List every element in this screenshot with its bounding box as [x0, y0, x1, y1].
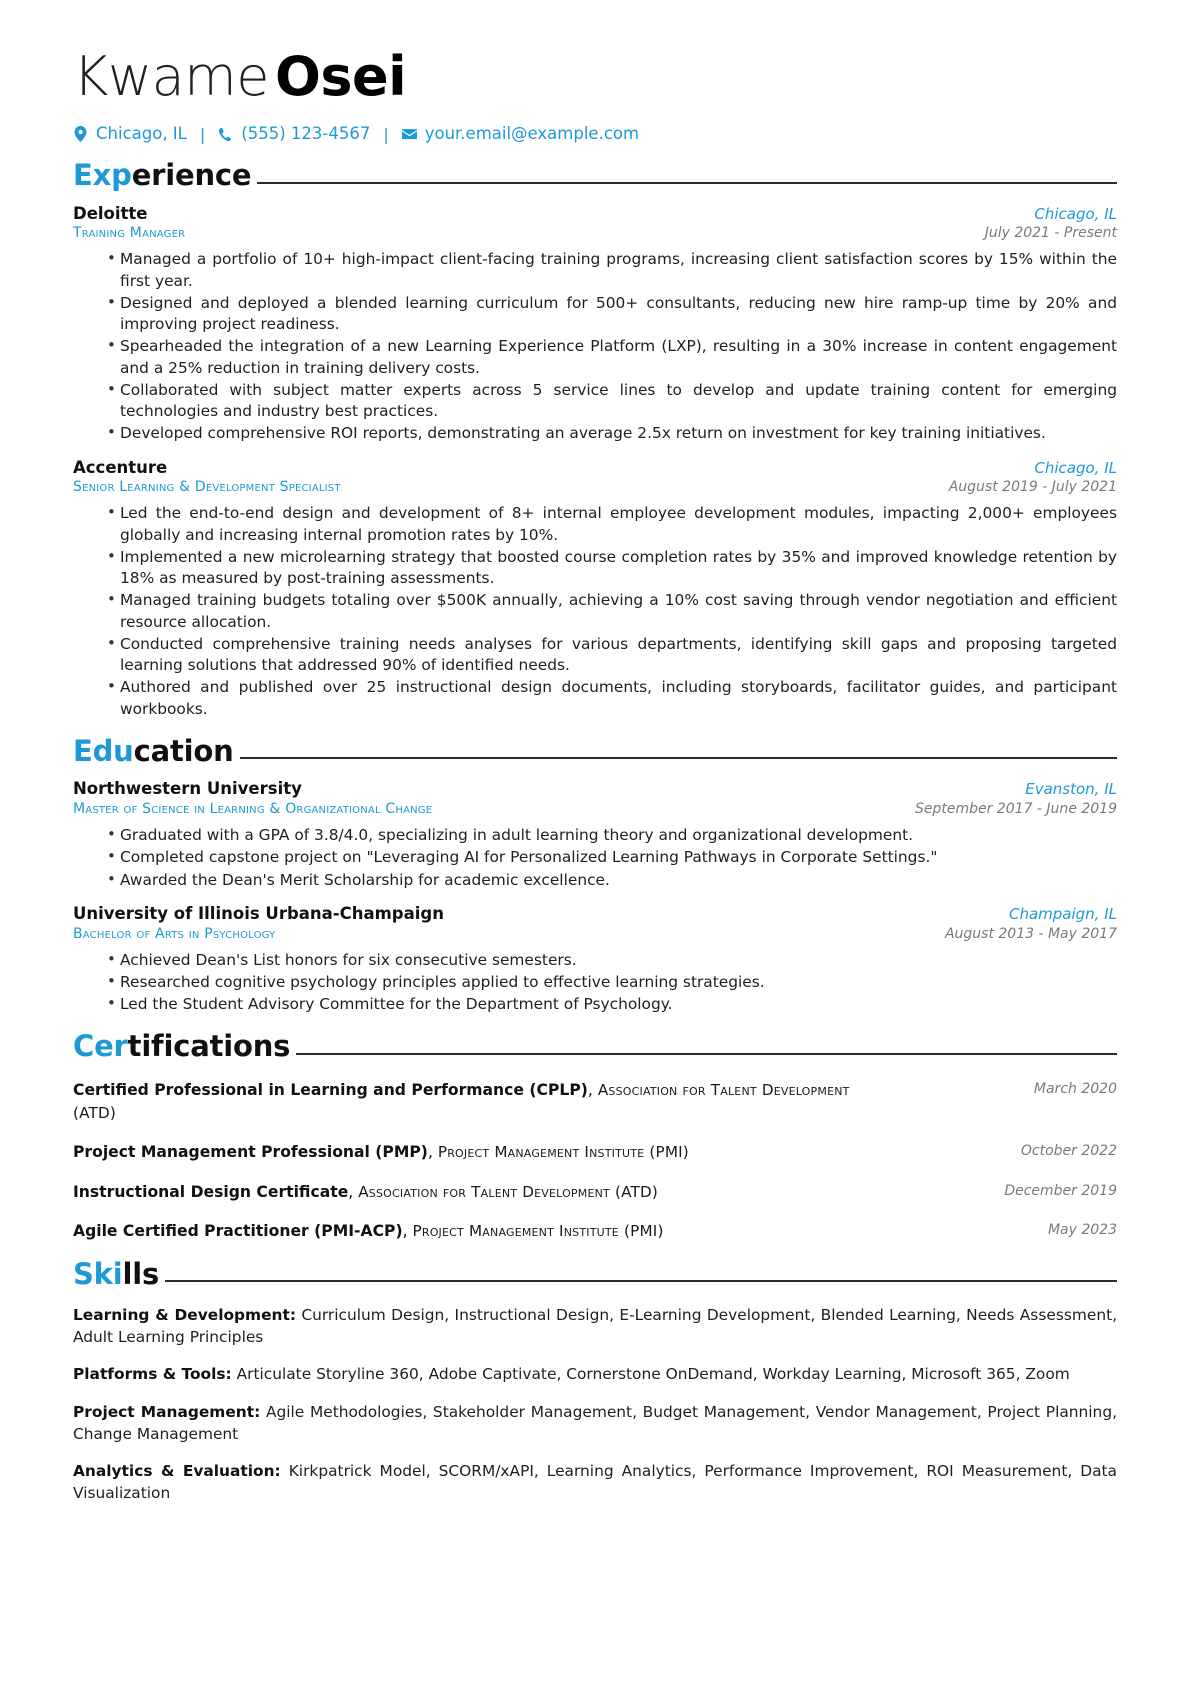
map-pin-icon [73, 126, 88, 142]
job-bullets [73, 249, 1117, 444]
entry-sub-row [73, 925, 1117, 943]
bullet-item: • Collaborated with subject matter experts across 5 service lines to develop and update training content for emerging technologies and industry best practices. [107, 380, 1117, 423]
candidate-name [73, 45, 1117, 108]
entry-sub-row [73, 800, 1117, 818]
section-title-highlight: Ski [73, 1256, 123, 1291]
bullet-item: • Managed a portfolio of 10+ high-impact client-facing training programs, increasing client satisfaction scores by 15% within the first year. [107, 249, 1117, 292]
company-location: Chicago, IL [1034, 204, 1117, 223]
skill-items: Articulate Storyline 360, Adobe Captivate, Cornerstone OnDemand, Workday Learning, Microsoft 365, Zoom [236, 1365, 1070, 1384]
bullet-item: • Achieved Dean's List honors for six consecutive semesters. [107, 950, 1117, 971]
skill-group [73, 1364, 1117, 1386]
bullet-item: • Led the Student Advisory Committee for the Department of Psychology. [107, 994, 1117, 1015]
certification-name: Instructional Design Certificate [73, 1182, 349, 1201]
company-name: Accenture [73, 457, 168, 477]
section-divider [165, 1280, 1117, 1282]
section-certifications [73, 1031, 1117, 1242]
certification-issuer: Project Management Institute (PMI) [437, 1143, 689, 1162]
section-title-highlight: Cer [73, 1029, 128, 1064]
phone-icon [218, 126, 233, 142]
school-name: Northwestern University [73, 779, 302, 799]
education-entry [73, 779, 1117, 891]
job-title: Training Manager [73, 225, 186, 242]
skill-category: Platforms & Tools: [73, 1365, 232, 1384]
certification-text [73, 1079, 893, 1124]
email-text: your.email@example.com [424, 124, 640, 144]
skill-group [73, 1461, 1117, 1504]
certification-text [73, 1141, 689, 1164]
section-title-certifications [73, 1029, 291, 1064]
section-title-experience [73, 158, 252, 193]
degree-title: Master of Science in Learning & Organizational Change [73, 800, 433, 817]
certification-name: Certified Professional in Learning and Performance (CPLP) [73, 1080, 588, 1099]
section-header-education [73, 733, 1117, 768]
bullet-item: • Graduated with a GPA of 3.8/4.0, specializing in adult learning theory and organizational development. [107, 825, 1117, 846]
skill-items: Curriculum Design, Instructional Design, E-Learning Development, Blended Learning, Needs Assessment, Adult Learning Principles [73, 1306, 1117, 1346]
section-divider [257, 182, 1117, 184]
school-name: University of Illinois Urbana-Champaign [73, 903, 444, 923]
contact-separator-1: | [199, 124, 206, 144]
section-header-skills [73, 1256, 1117, 1291]
job-title: Senior Learning & Development Specialist [73, 479, 341, 496]
bullet-item: • Managed training budgets totaling over $500K annually, achieving a 10% cost saving through vendor negotiation and efficient resource allocation. [107, 590, 1117, 633]
certification-comma: , [348, 1182, 359, 1201]
contact-phone[interactable] [218, 124, 370, 144]
phone-text: (555) 123-4567 [241, 124, 371, 144]
education-bullets [73, 950, 1117, 1016]
certification-row [73, 1220, 1117, 1243]
certification-text [73, 1220, 664, 1243]
bullet-item: • Awarded the Dean's Merit Scholarship for academic excellence. [107, 870, 1117, 891]
contact-line [73, 124, 1117, 144]
degree-dates: September 2017 - June 2019 [915, 800, 1117, 817]
certification-name: Project Management Professional (PMP) [73, 1143, 428, 1162]
bullet-item: • Researched cognitive psychology principles applied to effective learning strategies. [107, 972, 1117, 993]
certification-issuer: Project Management Institute (PMI) [412, 1222, 664, 1241]
certification-row [73, 1181, 1117, 1204]
section-title-rest: cation [133, 733, 234, 768]
bullet-item: • Implemented a new microlearning strategy that boosted course completion rates by 35% and improved knowledge retention by 18% as measured by post-training assessments. [107, 547, 1117, 590]
job-dates: August 2019 - July 2021 [948, 479, 1117, 496]
skill-category: Project Management: [73, 1402, 261, 1421]
last-name: Osei [275, 45, 407, 108]
bullet-item: • Led the end-to-end design and development of 8+ internal employee development modules, impacting 2,000+ employees globally and increasing internal promotion rates by 10%. [107, 503, 1117, 546]
section-title-rest: lls [122, 1256, 160, 1291]
bullet-item: • Conducted comprehensive training needs analyses for various departments, identifying skill gaps and proposing targeted learning solutions that addressed 90% of identified needs. [107, 634, 1117, 677]
certification-date: May 2023 [1047, 1222, 1117, 1239]
school-location: Evanston, IL [1025, 780, 1117, 799]
certification-row [73, 1079, 1117, 1124]
location-text: Chicago, IL [96, 124, 187, 144]
skill-group [73, 1402, 1117, 1445]
envelope-icon [402, 126, 417, 142]
job-bullets [73, 503, 1117, 720]
certification-comma: , [587, 1080, 598, 1099]
contact-location [73, 124, 187, 144]
bullet-item: • Designed and deployed a blended learning curriculum for 500+ consultants, reducing new hire ramp-up time by 20% and improving project readiness. [107, 293, 1117, 336]
certification-comma: , [402, 1222, 413, 1241]
degree-title: Bachelor of Arts in Psychology [73, 925, 276, 942]
section-title-highlight: Exp [73, 158, 132, 193]
section-header-experience [73, 158, 1117, 193]
company-name: Deloitte [73, 203, 148, 223]
skill-items: Kirkpatrick Model, SCORM/xAPI, Learning Analytics, Performance Improvement, ROI Measurement, Data Visualization [73, 1462, 1117, 1502]
certification-name: Agile Certified Practitioner (PMI-ACP) [73, 1222, 403, 1241]
section-experience [73, 160, 1117, 720]
contact-separator-2: | [383, 124, 389, 144]
section-title-highlight: Edu [73, 733, 134, 768]
degree-dates: August 2013 - May 2017 [944, 925, 1117, 942]
certification-comma: , [427, 1143, 438, 1162]
bullet-item: • Completed capstone project on "Leveraging AI for Personalized Learning Pathways in Corporate Settings." [107, 847, 1117, 868]
entry-sub-row [73, 478, 1117, 496]
skill-category: Learning & Development: [73, 1306, 296, 1325]
contact-email[interactable] [402, 124, 639, 144]
certification-date: October 2022 [1020, 1143, 1117, 1160]
section-education [73, 733, 1117, 1016]
experience-entry [73, 458, 1117, 720]
section-title-rest: erience [131, 158, 252, 193]
school-location: Champaign, IL [1008, 904, 1117, 923]
experience-entry [73, 204, 1117, 445]
first-name: Kwame [73, 45, 269, 108]
job-dates: July 2021 - Present [984, 225, 1117, 242]
section-header-certifications [73, 1029, 1117, 1064]
section-title-skills [73, 1256, 160, 1291]
certification-date: March 2020 [1033, 1080, 1117, 1097]
section-title-education [73, 733, 234, 768]
education-bullets [73, 825, 1117, 891]
section-divider [240, 757, 1117, 759]
certification-issuer: Association for Talent Development (ATD) [358, 1182, 659, 1201]
bullet-item: • Authored and published over 25 instructional design documents, including storyboards, facilitator guides, and participant workbooks. [107, 677, 1117, 720]
certification-row [73, 1141, 1117, 1164]
bullet-item: • Developed comprehensive ROI reports, demonstrating an average 2.5x return on investment for key training initiatives. [107, 423, 1117, 444]
entry-top-row [73, 779, 1117, 800]
section-divider [296, 1053, 1117, 1055]
entry-sub-row [73, 224, 1117, 242]
company-location: Chicago, IL [1034, 458, 1117, 477]
certification-text [73, 1181, 658, 1204]
skill-group [73, 1305, 1117, 1348]
certification-date: December 2019 [1004, 1182, 1117, 1199]
section-title-rest: tifications [127, 1029, 291, 1064]
entry-top-row [73, 904, 1117, 925]
entry-top-row [73, 204, 1117, 225]
section-skills [73, 1256, 1117, 1504]
resume-header [73, 45, 1117, 144]
certification-issuer: Association for Talent Development (ATD) [73, 1080, 850, 1122]
bullet-item: • Spearheaded the integration of a new Learning Experience Platform (LXP), resulting in a 30% increase in content engagement and a 25% reduction in training delivery costs. [107, 336, 1117, 379]
skill-category: Analytics & Evaluation: [73, 1462, 281, 1481]
education-entry [73, 904, 1117, 1016]
entry-top-row [73, 458, 1117, 479]
skill-items: Agile Methodologies, Stakeholder Management, Budget Management, Vendor Management, Project Planning, Change Management [73, 1402, 1117, 1443]
